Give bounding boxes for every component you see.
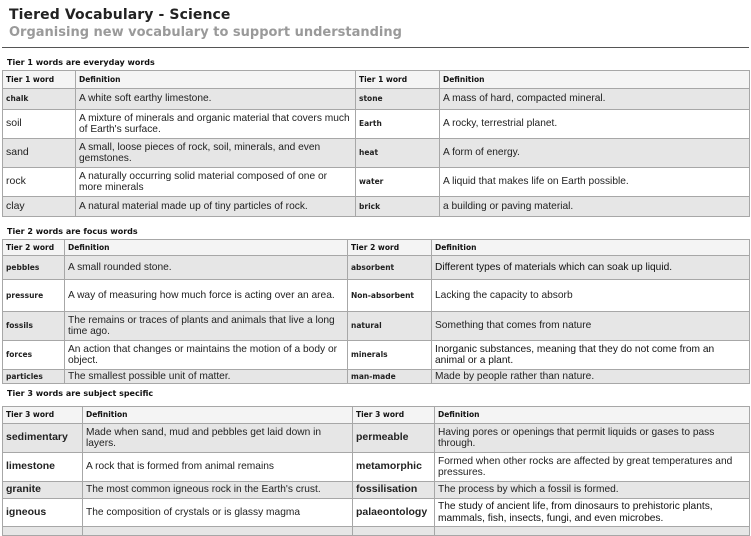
col-header-word: Tier 3 word — [3, 407, 83, 424]
empty-cell — [83, 527, 353, 536]
col-header-definition: Definition — [440, 71, 750, 89]
word-cell: minerals — [348, 341, 432, 370]
definition-cell: Lacking the capacity to absorb — [432, 280, 750, 312]
definition-cell: A mass of hard, compacted mineral. — [440, 89, 750, 110]
table-row — [3, 197, 750, 217]
table-row-empty — [3, 527, 750, 536]
tier1-table — [2, 70, 750, 217]
table-row — [3, 341, 750, 370]
definition-cell: The smallest possible unit of matter. — [65, 370, 348, 384]
definition-cell: The process by which a fossil is formed. — [435, 482, 750, 499]
definition-cell: Different types of materials which can soak up liquid. — [432, 256, 750, 280]
definition-cell: A mixture of minerals and organic material that covers much of Earth's surface. — [76, 110, 356, 139]
word-cell: Earth — [356, 110, 440, 139]
table-row — [3, 482, 750, 499]
table-header-row — [3, 407, 750, 424]
tier2-heading: Tier 2 words are focus words — [7, 227, 138, 236]
definition-cell: A white soft earthy limestone. — [76, 89, 356, 110]
table-row — [3, 312, 750, 341]
word-cell: palaeontology — [353, 499, 435, 527]
definition-cell: Something that comes from nature — [432, 312, 750, 341]
definition-cell: A rock that is formed from animal remains — [83, 453, 353, 482]
word-cell: granite — [3, 482, 83, 499]
word-cell: soil — [3, 110, 76, 139]
col-header-definition: Definition — [65, 240, 348, 256]
table-row — [3, 370, 750, 384]
definition-cell: A rocky, terrestrial planet. — [440, 110, 750, 139]
word-cell: absorbent — [348, 256, 432, 280]
table-row — [3, 499, 750, 527]
col-header-definition: Definition — [432, 240, 750, 256]
word-cell: rock — [3, 168, 76, 197]
empty-cell — [435, 527, 750, 536]
col-header-definition: Definition — [76, 71, 356, 89]
table-row — [3, 424, 750, 453]
table-header-row — [3, 240, 750, 256]
word-cell: igneous — [3, 499, 83, 527]
word-cell: clay — [3, 197, 76, 217]
table-row — [3, 89, 750, 110]
col-header-word: Tier 3 word — [353, 407, 435, 424]
page-subtitle: Organising new vocabulary to support understanding — [9, 25, 402, 40]
table-row — [3, 110, 750, 139]
definition-cell: a building or paving material. — [440, 197, 750, 217]
definition-cell: A naturally occurring solid material composed of one or more minerals — [76, 168, 356, 197]
definition-cell: The study of ancient life, from dinosaurs to prehistoric plants, mammals, fish, insects, fungi, and even microbes. — [435, 499, 750, 527]
col-header-definition: Definition — [435, 407, 750, 424]
definition-cell: The composition of crystals or is glassy magma — [83, 499, 353, 527]
table-row — [3, 256, 750, 280]
page-title: Tiered Vocabulary - Science — [9, 7, 231, 23]
word-cell: fossils — [3, 312, 65, 341]
tier3-table — [2, 406, 750, 536]
word-cell: Non-absorbent — [348, 280, 432, 312]
word-cell: fossilisation — [353, 482, 435, 499]
col-header-word: Tier 2 word — [348, 240, 432, 256]
word-cell: pressure — [3, 280, 65, 312]
word-cell: brick — [356, 197, 440, 217]
table-row — [3, 280, 750, 312]
word-cell: chalk — [3, 89, 76, 110]
col-header-word: Tier 1 word — [356, 71, 440, 89]
word-cell: sand — [3, 139, 76, 168]
definition-cell: The most common igneous rock in the Earth's crust. — [83, 482, 353, 499]
definition-cell: A liquid that makes life on Earth possible. — [440, 168, 750, 197]
definition-cell: Made when sand, mud and pebbles get laid down in layers. — [83, 424, 353, 453]
word-cell: metamorphic — [353, 453, 435, 482]
word-cell: man-made — [348, 370, 432, 384]
table-row — [3, 139, 750, 168]
definition-cell: Having pores or openings that permit liquids or gases to pass through. — [435, 424, 750, 453]
definition-cell: A way of measuring how much force is acting over an area. — [65, 280, 348, 312]
word-cell: water — [356, 168, 440, 197]
word-cell: permeable — [353, 424, 435, 453]
word-cell: natural — [348, 312, 432, 341]
header-divider — [2, 47, 749, 48]
definition-cell: A form of energy. — [440, 139, 750, 168]
definition-cell: Formed when other rocks are affected by great temperatures and pressures. — [435, 453, 750, 482]
definition-cell: A small rounded stone. — [65, 256, 348, 280]
tier2-table — [2, 239, 750, 384]
col-header-definition: Definition — [83, 407, 353, 424]
definition-cell: The remains or traces of plants and animals that live a long time ago. — [65, 312, 348, 341]
tier3-heading: Tier 3 words are subject specific — [7, 389, 154, 398]
word-cell: forces — [3, 341, 65, 370]
definition-cell: An action that changes or maintains the motion of a body or object. — [65, 341, 348, 370]
definition-cell: A small, loose pieces of rock, soil, minerals, and even gemstones. — [76, 139, 356, 168]
word-cell: stone — [356, 89, 440, 110]
word-cell: sedimentary — [3, 424, 83, 453]
definition-cell: Made by people rather than nature. — [432, 370, 750, 384]
tier1-heading: Tier 1 words are everyday words — [7, 58, 155, 67]
col-header-word: Tier 1 word — [3, 71, 76, 89]
definition-cell: A natural material made up of tiny particles of rock. — [76, 197, 356, 217]
word-cell: pebbles — [3, 256, 65, 280]
empty-cell — [353, 527, 435, 536]
definition-cell: Inorganic substances, meaning that they do not come from an animal or a plant. — [432, 341, 750, 370]
empty-cell — [3, 527, 83, 536]
word-cell: limestone — [3, 453, 83, 482]
table-row — [3, 453, 750, 482]
word-cell: heat — [356, 139, 440, 168]
table-header-row — [3, 71, 750, 89]
word-cell: particles — [3, 370, 65, 384]
table-row — [3, 168, 750, 197]
col-header-word: Tier 2 word — [3, 240, 65, 256]
